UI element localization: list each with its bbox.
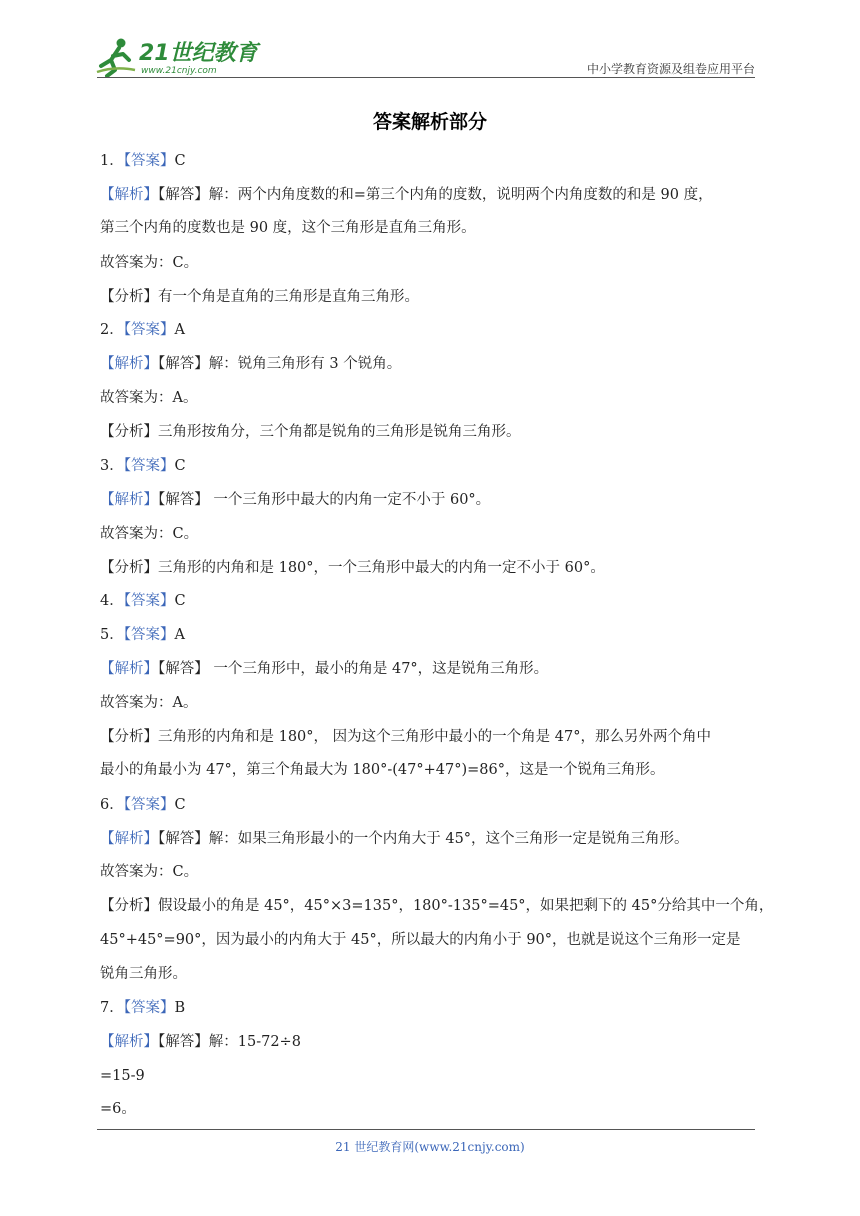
line-text: 故答案为：C。 — [100, 255, 199, 271]
page-header — [0, 0, 860, 80]
answer-tag: 【解析】 — [100, 661, 158, 677]
content-line — [100, 287, 765, 307]
answer-tag: 【答案】 — [123, 593, 175, 609]
content-line — [100, 456, 765, 476]
line-text: 最小的角最小为 47°，第三个角最大为 180°-(47°+47°)=86°，这是一个锐角三角形。 — [100, 762, 665, 778]
footer-divider — [97, 1129, 755, 1130]
line-text: 【解答】解：两个内角度数的和=第三个内角的度数，说明两个内角度数的和是 90 度， — [158, 187, 713, 203]
line-text: =15-9 — [100, 1068, 145, 1084]
content-line — [100, 185, 765, 205]
line-text: 4． — [100, 593, 124, 609]
line-text: C — [174, 797, 186, 813]
line-text: 故答案为：A。 — [100, 390, 198, 406]
runner-logo-icon — [95, 36, 295, 78]
page-title: 答案解析部分 — [372, 111, 487, 133]
content-line — [100, 862, 765, 882]
content-line — [100, 1032, 765, 1052]
content-line — [100, 964, 765, 984]
line-text: 【解答】 一个三角形中，最小的角是 47°，这是锐角三角形。 — [158, 661, 549, 677]
svg-text:21世纪教育: 21世纪教育 — [139, 41, 258, 66]
content-line — [100, 625, 765, 645]
footer-text: 21 世纪教育网(www.21cnjy.com) — [335, 1140, 525, 1154]
content-line — [100, 760, 765, 780]
line-text: 故答案为：C。 — [100, 864, 199, 880]
content-line — [100, 659, 765, 679]
answer-tag: 【解析】 — [100, 356, 158, 372]
line-text: 7． — [100, 1000, 124, 1016]
line-text: 6． — [100, 797, 124, 813]
answer-tag: 【答案】 — [123, 1000, 175, 1016]
line-text: 第三个内角的度数也是 90 度，这个三角形是直角三角形。 — [100, 220, 476, 236]
line-text: 45°+45°=90°，因为最小的内角大于 45°，所以最大的内角小于 90°，也就是说这个三角形一定是 — [100, 932, 741, 948]
content-line — [100, 727, 765, 747]
line-text: 故答案为：A。 — [100, 695, 198, 711]
line-text: 【分析】三角形的内角和是 180°，一个三角形中最大的内角一定不小于 60°。 — [100, 560, 605, 576]
line-text: 1． — [100, 153, 124, 169]
line-text: 5． — [100, 627, 124, 643]
content-line — [100, 795, 765, 815]
line-text: 故答案为：C。 — [100, 526, 199, 542]
line-text: 【解答】解：锐角三角形有 3 个锐角。 — [158, 356, 402, 372]
line-text: 锐角三角形。 — [100, 966, 187, 982]
content-line — [100, 1099, 765, 1119]
platform-label: 中小学教育资源及组卷应用平台 — [586, 62, 755, 76]
content-line — [100, 320, 765, 340]
answer-tag: 【答案】 — [123, 322, 175, 338]
content-line — [100, 218, 765, 238]
content-line — [100, 896, 774, 916]
content-line — [100, 829, 765, 849]
answer-tag: 【解析】 — [100, 1034, 158, 1050]
line-text: 【分析】假设最小的角是 45°，45°×3=135°，180°-135°=45°，如果把剩下的 45°分给其中一个角， — [100, 898, 774, 914]
answer-tag: 【解析】 — [100, 187, 158, 203]
content-line — [100, 693, 765, 713]
content-line — [100, 524, 765, 544]
header-divider — [97, 77, 755, 78]
site-logo — [95, 36, 295, 78]
line-text: C — [174, 153, 186, 169]
line-text: C — [174, 458, 186, 474]
line-text: =6。 — [100, 1101, 136, 1117]
content-line — [100, 354, 765, 374]
answer-tag: 【答案】 — [123, 458, 175, 474]
answer-tag: 【答案】 — [123, 797, 175, 813]
content-line — [100, 151, 765, 171]
line-text: 【解答】 一个三角形中最大的内角一定不小于 60°。 — [158, 492, 491, 508]
content-line — [100, 591, 765, 611]
answer-tag: 【答案】 — [123, 153, 175, 169]
line-text: C — [174, 593, 186, 609]
line-text: 【分析】三角形按角分，三个角都是锐角的三角形是锐角三角形。 — [100, 424, 521, 440]
line-text: 2． — [100, 322, 124, 338]
content-line — [100, 930, 765, 950]
answer-tag: 【解析】 — [100, 492, 158, 508]
content-line — [100, 422, 765, 442]
content-line — [100, 998, 765, 1018]
answer-tag: 【解析】 — [100, 831, 158, 847]
content-line — [100, 253, 765, 273]
content-line — [100, 1066, 765, 1086]
logo-url: www.21cnjy.com — [141, 66, 217, 76]
answer-tag: 【答案】 — [123, 627, 175, 643]
content-line — [100, 490, 765, 510]
line-text: A — [174, 322, 185, 338]
line-text: 3． — [100, 458, 124, 474]
line-text: 【解答】解：15-72÷8 — [158, 1034, 301, 1050]
line-text: B — [174, 1000, 186, 1016]
line-text: 【分析】有一个角是直角的三角形是直角三角形。 — [100, 289, 419, 305]
line-text: 【解答】解：如果三角形最小的一个内角大于 45°，这个三角形一定是锐角三角形。 — [158, 831, 689, 847]
content-line — [100, 558, 765, 578]
content-line — [100, 388, 765, 408]
line-text: A — [174, 627, 185, 643]
line-text: 【分析】三角形的内角和是 180°， 因为这个三角形中最小的一个角是 47°，那么另外两个角中 — [100, 729, 711, 745]
